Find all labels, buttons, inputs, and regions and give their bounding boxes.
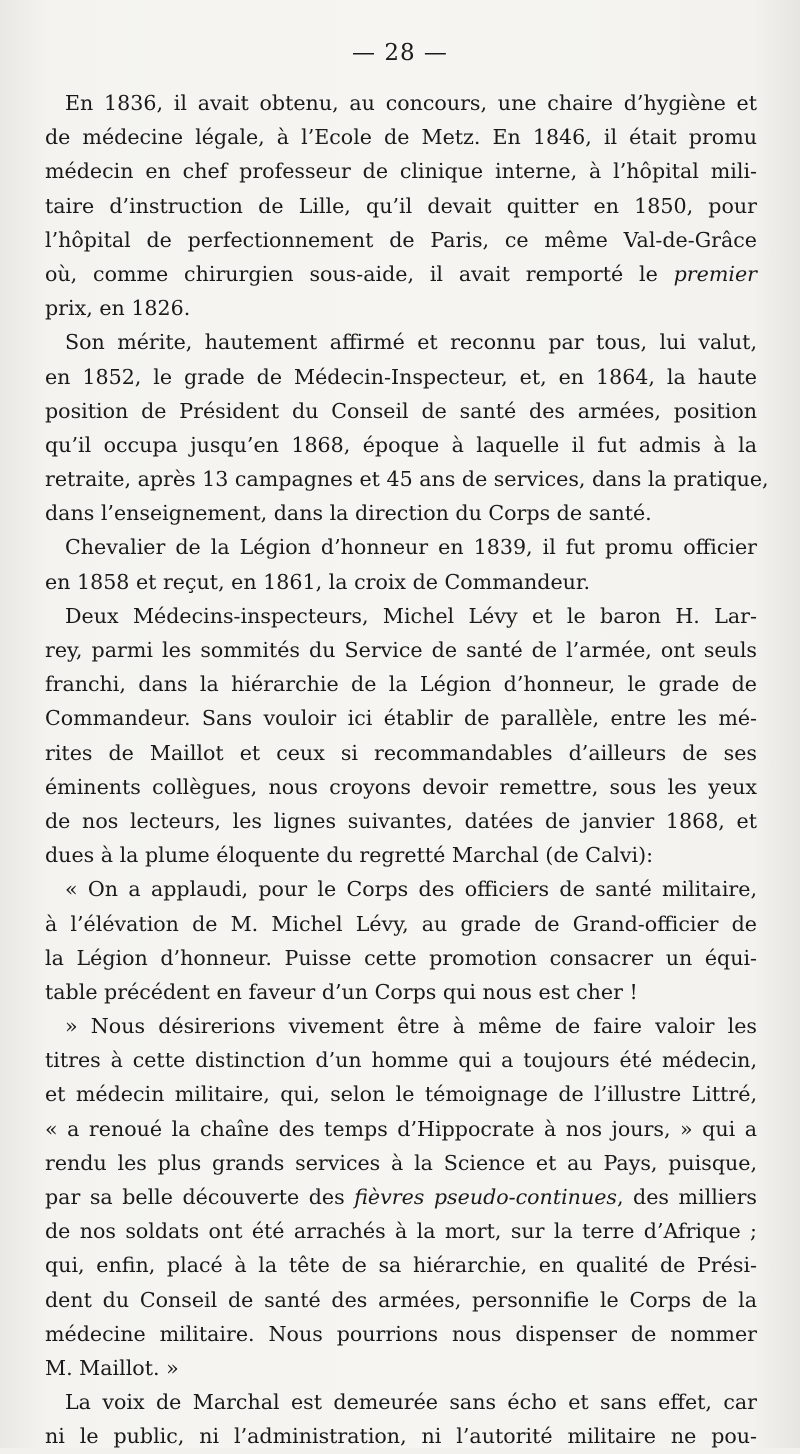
text-line: position de Président du Conseil de santé des armées, position xyxy=(45,398,757,423)
text-line: médecin en chef professeur de clinique interne, à l’hôpital mili- xyxy=(45,159,757,184)
text-line: dans l’enseignement, dans la direction du Corps de santé. xyxy=(45,501,652,526)
text-line: où, comme chirurgien sous-aide, il avait remporté le premier xyxy=(45,261,757,286)
text-line: l’hôpital de perfectionnement de Paris, ce même Val-de-Grâce xyxy=(45,227,757,252)
text-line: taire d’instruction de Lille, qu’il devait quitter en 1850, pour xyxy=(45,193,757,218)
page-number: — 28 — xyxy=(352,40,448,66)
text-line: franchi, dans la hiérarchie de la Légion d’honneur, le grade de xyxy=(45,672,757,697)
text-line: médecine militaire. Nous pourrions nous dispenser de nommer xyxy=(45,1321,757,1346)
text-line: rites de Maillot et ceux si recommandables d’ailleurs de ses xyxy=(45,740,757,765)
body-text xyxy=(45,86,769,1454)
text-line: qu’il occupa jusqu’en 1868, époque à laquelle il fut admis à la xyxy=(45,432,757,457)
text-line: en 1852, le grade de Médecin-Inspecteur, et, en 1864, la haute xyxy=(45,364,757,389)
text-line: « On a applaudi, pour le Corps des officiers de santé militaire, xyxy=(65,877,757,902)
text-line: rendu les plus grands services à la Science et au Pays, puisque, xyxy=(45,1150,757,1175)
text-line: qui, enfin, placé à la tête de sa hiérarchie, en qualité de Prési- xyxy=(45,1253,757,1278)
text-line: prix, en 1826. xyxy=(45,296,191,321)
text-line: table précédent en faveur d’un Corps qui nous est cher ! xyxy=(45,979,638,1004)
text-line: Son mérite, hautement affirmé et reconnu par tous, lui valut, xyxy=(65,330,757,355)
text-line: M. Maillot. » xyxy=(45,1355,179,1380)
text-line: par sa belle découverte des fièvres pseudo-continues, des milliers xyxy=(45,1185,757,1209)
text-line: éminents collègues, nous croyons devoir remettre, sous les yeux xyxy=(45,774,757,799)
text-line: en 1858 et reçut, en 1861, la croix de Commandeur. xyxy=(45,569,591,594)
text-line: retraite, après 13 campagnes et 45 ans de services, dans la pratique, xyxy=(45,467,769,492)
text-line: et médecin militaire, qui, selon le témoignage de l’illustre Littré, xyxy=(45,1082,757,1107)
text-line: Deux Médecins-inspecteurs, Michel Lévy et le baron H. Lar- xyxy=(65,603,757,628)
text-line: titres à cette distinction d’un homme qui a toujours été médecin, xyxy=(45,1048,757,1073)
text-line: dues à la plume éloquente du regretté Marchal (de Calvi): xyxy=(45,843,654,868)
text-line: La voix de Marchal est demeurée sans écho et sans effet, car xyxy=(65,1390,757,1415)
text-line: de nos soldats ont été arrachés à la mort, sur la terre d’Afrique ; xyxy=(45,1219,757,1244)
text-line: de nos lecteurs, les lignes suivantes, datées de janvier 1868, et xyxy=(45,808,757,833)
text-line: Chevalier de la Légion d’honneur en 1839, il fut promu officier xyxy=(65,535,757,560)
text-line: ni le public, ni l’administration, ni l’autorité militaire ne pou- xyxy=(45,1424,757,1449)
text-line: la Légion d’honneur. Puisse cette promotion consacrer un équi- xyxy=(45,945,757,970)
text-line: rey, parmi les sommités du Service de santé de l’armée, ont seuls xyxy=(45,638,757,662)
text-line: dent du Conseil de santé des armées, personnifie le Corps de la xyxy=(45,1287,757,1312)
text-line: à l’élévation de M. Michel Lévy, au grade de Grand-officier de xyxy=(45,911,757,936)
text-line: Commandeur. Sans vouloir ici établir de parallèle, entre les mé- xyxy=(45,706,757,731)
text-line: En 1836, il avait obtenu, au concours, une chaire d’hygiène et xyxy=(65,91,757,115)
text-line: » Nous désirerions vivement être à même de faire valoir les xyxy=(65,1014,757,1039)
text-line: de médecine légale, à l’Ecole de Metz. En 1846, il était promu xyxy=(45,125,757,150)
text-line: « a renoué la chaîne des temps d’Hippocrate à nos jours, » qui a xyxy=(45,1116,757,1141)
